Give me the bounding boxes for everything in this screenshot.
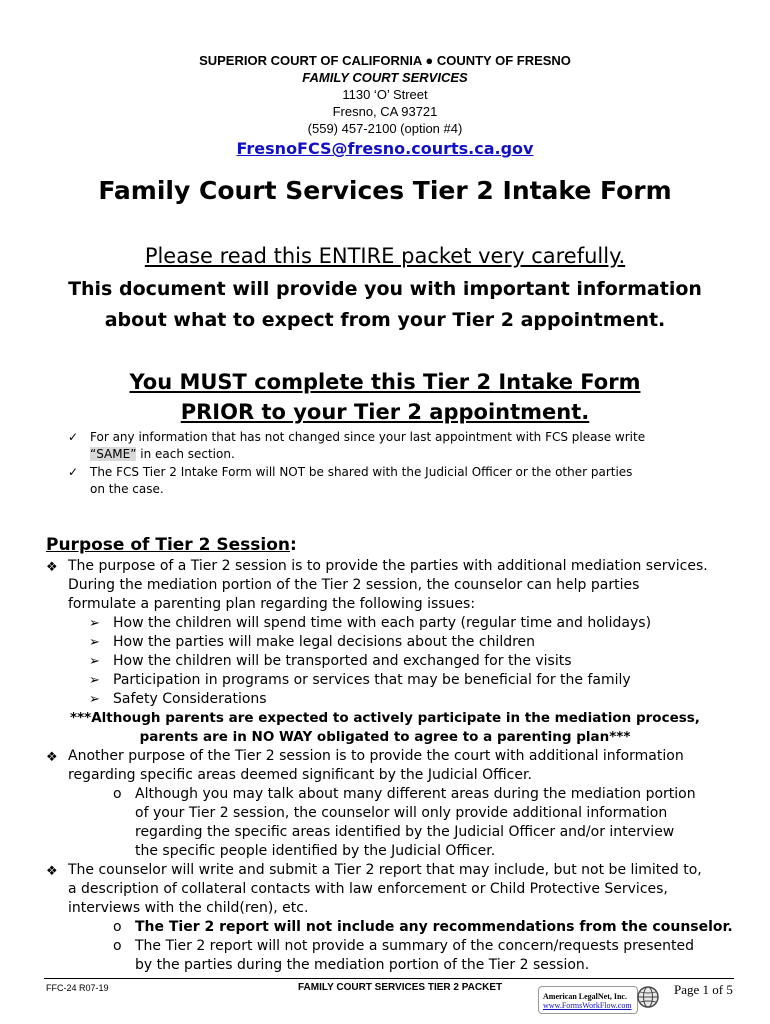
page-title: Family Court Services Tier 2 Intake Form	[98, 176, 672, 205]
must-line-1: You MUST complete this Tier 2 Intake Form	[129, 370, 641, 394]
page-number: Page 1 of 5	[674, 982, 733, 997]
must-line-2-container	[0, 397, 770, 427]
footer-divider	[44, 978, 734, 979]
purpose-heading-colon: :	[289, 535, 297, 555]
checklist-item-2	[68, 464, 728, 500]
arrow-bullet-icon: ➢	[89, 692, 100, 707]
checklist-item-1-line-2	[90, 446, 730, 463]
list-item	[89, 614, 749, 633]
parenting-note	[0, 709, 770, 747]
packet-name: FAMILY COURT SERVICES TIER 2 PACKET	[298, 982, 503, 993]
checkmark-icon: ✓	[68, 430, 79, 444]
alnet-url[interactable]: www.FormsWorkFlow.com	[543, 1001, 632, 1010]
purpose-p3-line-1: The counselor will write and submit a Tier 2 report that may include, but not be limited to,	[68, 862, 702, 878]
read-notice: Please read this ENTIRE packet very carefully.	[144, 244, 626, 268]
issue-text: How the children will spend time with each party (regular time and holidays)	[113, 615, 652, 631]
checklist-item-1-text	[90, 429, 730, 463]
list-item	[89, 633, 749, 652]
same-highlight: “SAME”	[90, 447, 137, 461]
purpose-p3-sub2-line-1: The Tier 2 report will not provide a summary of the concern/requests presented	[135, 938, 694, 954]
purpose-heading	[46, 535, 297, 555]
arrow-bullet-icon: ➢	[89, 673, 100, 688]
court-name: SUPERIOR COURT OF CALIFORNIA ● COUNTY OF FRESNO	[199, 53, 571, 68]
purpose-paragraph-3	[68, 861, 748, 918]
arrow-bullet-icon: ➢	[89, 635, 100, 650]
purpose-p2-sub-line-1: Although you may talk about many different areas during the mediation portion	[135, 786, 696, 802]
email-link[interactable]: FresnoFCS@fresno.courts.ca.gov	[236, 139, 534, 158]
purpose-p3-subitem-1: The Tier 2 report will not include any recommendations from the counselor.	[135, 919, 733, 935]
list-item	[89, 671, 749, 690]
purpose-p1-line-2: During the mediation portion of the Tier 2 session, the counselor can help parties	[68, 577, 640, 593]
checklist-item-2-line-1: The FCS Tier 2 Intake Form will NOT be shared with the Judicial Officer or the other parties	[90, 465, 633, 479]
issue-text: How the children will be transported and exchanged for the visits	[113, 653, 572, 669]
issue-text: Participation in programs or services that may be beneficial for the family	[113, 672, 631, 688]
list-item	[89, 652, 749, 671]
list-item	[89, 690, 749, 709]
diamond-bullet-icon: ❖	[46, 560, 58, 575]
purpose-p1-line-1: The purpose of a Tier 2 session is to provide the parties with additional mediation services.	[68, 558, 708, 574]
purpose-p2-line-1: Another purpose of the Tier 2 session is to provide the court with additional information	[68, 748, 684, 764]
purpose-p3-line-3: interviews with the child(ren), etc.	[68, 900, 309, 916]
purpose-p3-line-2: a description of collateral contacts with law enforcement or Child Protective Services,	[68, 881, 668, 897]
purpose-p2-subitem	[135, 785, 735, 861]
info-line-2: about what to expect from your Tier 2 appointment.	[104, 309, 666, 331]
issues-list	[89, 614, 749, 709]
checklist-item-2-text	[90, 464, 730, 498]
city-address: Fresno, CA 93721	[332, 104, 438, 119]
form-id: FFC-24 R07-19	[46, 983, 109, 993]
purpose-paragraph-1	[68, 557, 748, 614]
checklist-item-1-rest: in each section.	[136, 447, 235, 461]
must-line-2: PRIOR to your Tier 2 appointment.	[180, 400, 590, 424]
issue-text: How the parties will make legal decisions about the children	[113, 634, 536, 650]
checklist-item-2-line-2: on the case.	[90, 482, 164, 496]
checklist-item-1-line-1: For any information that has not changed since your last appointment with FCS please write	[90, 430, 646, 444]
purpose-p3-sub2-line-2: by the parties during the mediation portion of the Tier 2 session.	[135, 957, 590, 973]
circle-bullet-icon: o	[113, 919, 122, 935]
parenting-note-line-2: parents are in NO WAY obligated to agree to a parenting plan***	[139, 729, 631, 745]
email-container	[0, 139, 770, 159]
diamond-bullet-icon: ❖	[46, 864, 58, 879]
checkmark-icon: ✓	[68, 465, 79, 479]
must-line-1-container	[0, 367, 770, 397]
arrow-bullet-icon: ➢	[89, 616, 100, 631]
purpose-paragraph-2	[68, 747, 748, 785]
issue-text: Safety Considerations	[113, 691, 267, 707]
read-notice-container	[0, 244, 770, 268]
purpose-p2-line-2: regarding specific areas deemed significant by the Judicial Officer.	[68, 767, 532, 783]
purpose-p2-sub-line-3: regarding the specific areas identified by the Judicial Officer and/or interview	[135, 824, 675, 840]
phone-number: (559) 457-2100 (option #4)	[307, 121, 463, 136]
circle-bullet-icon: o	[113, 938, 122, 954]
street-address: 1130 ‘O’ Street	[342, 87, 428, 102]
parenting-note-line-1: ***Although parents are expected to actively participate in the mediation process,	[70, 710, 700, 726]
alnet-globe-icon	[636, 985, 660, 1009]
checklist-item-1	[68, 429, 728, 465]
info-line-1: This document will provide you with important information	[68, 278, 702, 300]
purpose-heading-text: Purpose of Tier 2 Session	[46, 535, 290, 555]
diamond-bullet-icon: ❖	[46, 750, 58, 765]
department-name: FAMILY COURT SERVICES	[302, 70, 468, 85]
purpose-p3-subitem-2	[135, 937, 735, 975]
alnet-name: American LegalNet, Inc.	[543, 992, 627, 1001]
alnet-logo-box	[538, 986, 638, 1014]
arrow-bullet-icon: ➢	[89, 654, 100, 669]
purpose-p2-sub-line-2: of your Tier 2 session, the counselor will only provide additional information	[135, 805, 668, 821]
purpose-p1-line-3: formulate a parenting plan regarding the following issues:	[68, 596, 476, 612]
purpose-p2-sub-line-4: the specific people identified by the Judicial Officer.	[135, 843, 496, 859]
circle-bullet-icon: o	[113, 786, 122, 802]
